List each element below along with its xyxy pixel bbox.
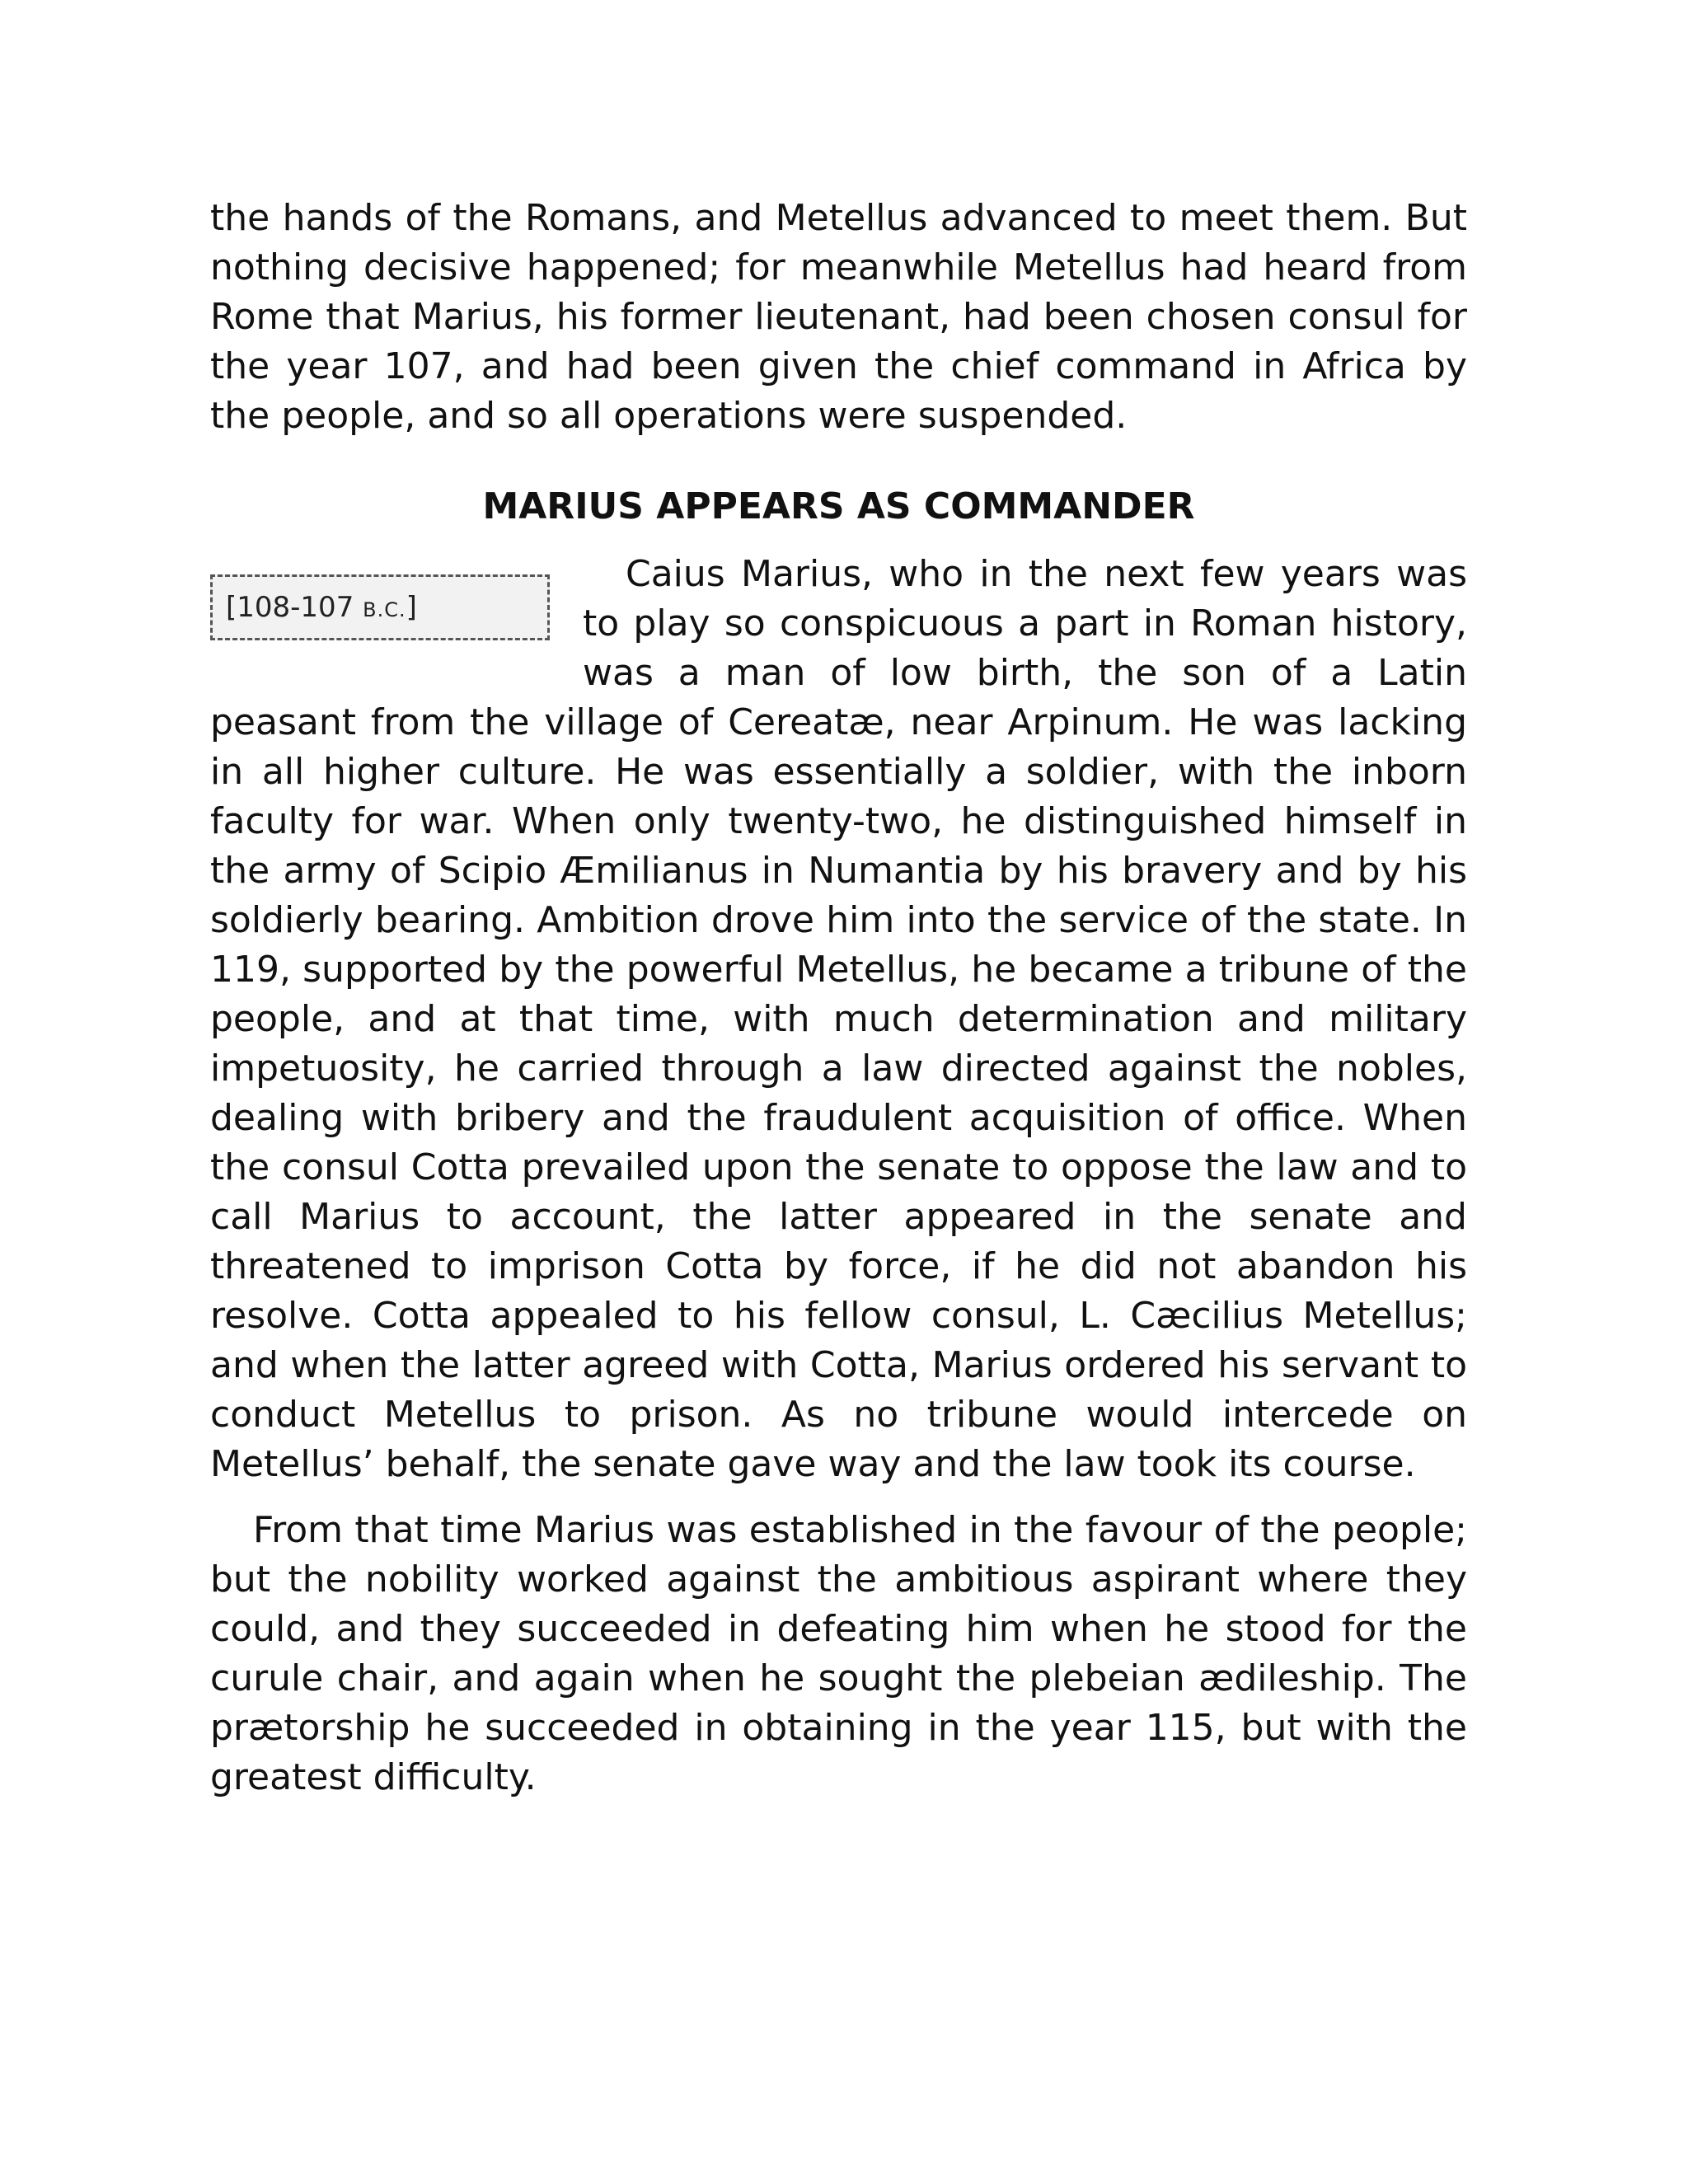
sidenote-era: B.C. bbox=[363, 598, 406, 621]
paragraph-continuation: the hands of the Romans, and Metellus advanced to meet them. But nothing decisive happened; for meanwhile Metellus had heard from Rome that Marius, his former lieutenant, had been chosen consul for the year 107, and had been given the chief command in Africa by the people, and so all operations were suspended. bbox=[210, 197, 1467, 437]
page-content bbox=[210, 194, 1467, 1802]
section-heading: MARIUS APPEARS AS COMMANDER bbox=[482, 485, 1195, 527]
sidenote-years: [108-107 bbox=[226, 591, 363, 624]
sidenote-close: ] bbox=[406, 591, 417, 624]
date-sidenote bbox=[210, 574, 550, 640]
paragraph-marius-career: From that time Marius was established in the favour of the people; but the nobility worked against the ambitious aspirant where they could, and they succeeded in defeating him when he stood for the curule chair, and again when he sought the plebeian ædileship. The prætorship he succeeded in obtaining in the year 115, but with the greatest difficulty. bbox=[210, 1509, 1467, 1798]
paragraph-marius-background: Caius Marius, who in the next few years was to play so conspicuous a part in Roman history, was a man of low birth, the son of a Latin peasant from the village of Cereatæ, near Arpinum. He was lacking in all higher culture. He was essentially a soldier, with the inborn faculty for war. When only twenty-two, he distinguished himself in the army of Scipio Æmilianus in Numantia by his bravery and by his soldierly bearing. Ambition drove him into the service of the state. In 119, supported by the powerful Metellus, he became a tribune of the people, and at that time, with much determination and military impetuosity, he carried through a law directed against the nobles, dealing with bribery and the fraudulent acquisition of office. When the consul Cotta prevailed upon the senate to oppose the law and to call Marius to account, the latter appeared in the senate and threatened to imprison Cotta by force, if he did not abandon his resolve. Cotta appealed to his fellow consul, L. Cæcilius Metellus; and when the latter agreed with Cotta, Marius ordered his servant to conduct Metellus to prison. As no tribune would intercede on Metellus’ behalf, the senate gave way and the law took its course. bbox=[210, 553, 1467, 1485]
